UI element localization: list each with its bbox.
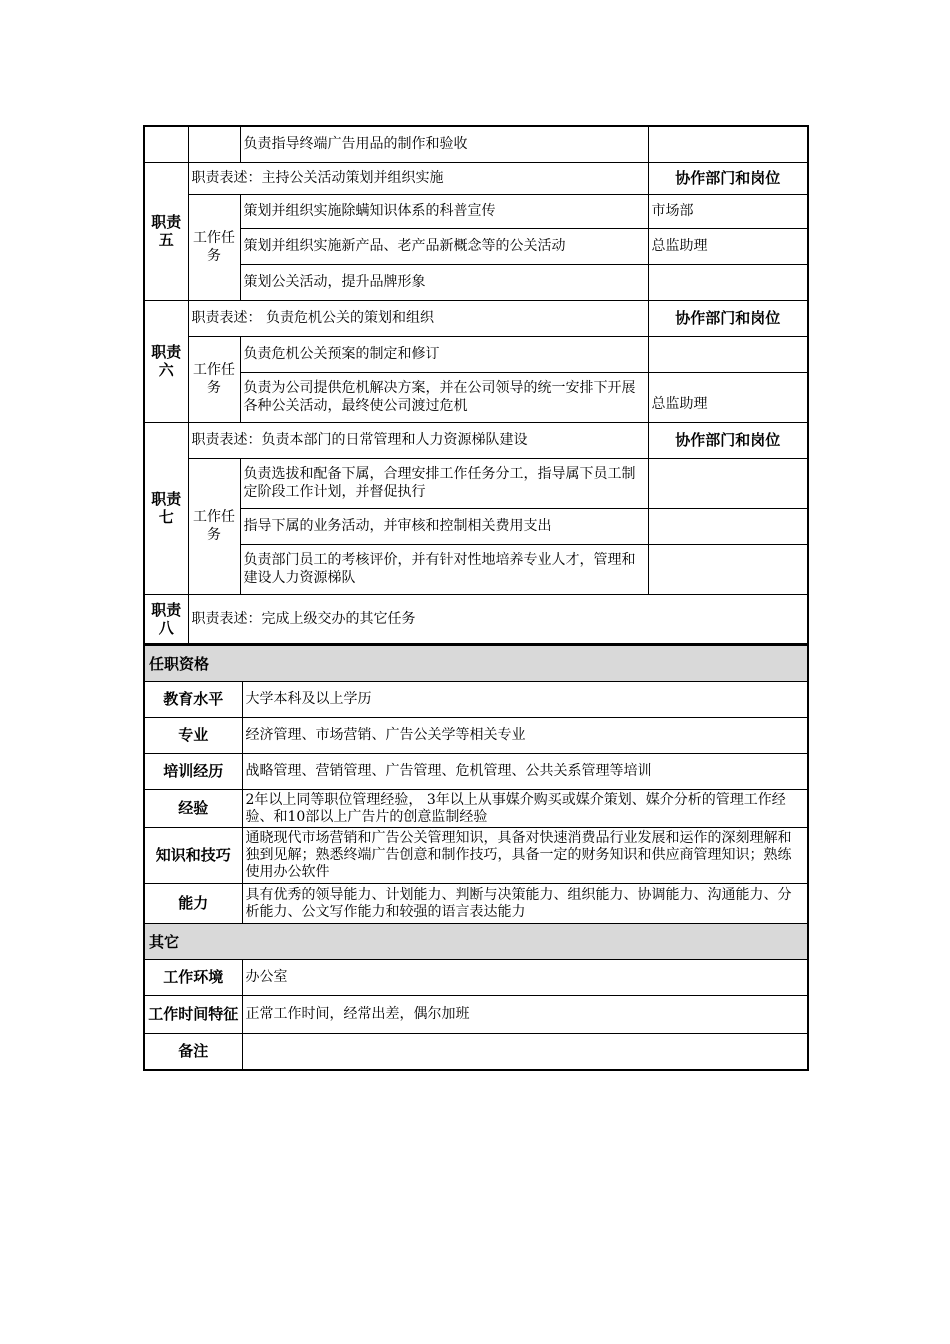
dept-cell [648, 126, 808, 162]
table-row [144, 508, 808, 544]
row-label: 知识和技巧 [144, 828, 242, 884]
row-label: 经验 [144, 790, 242, 828]
row-label: 专业 [144, 718, 242, 754]
table-row [144, 718, 808, 754]
duty-6-description: 职责表述： 负责危机公关的策划和组织 [188, 300, 648, 336]
table-row [144, 828, 808, 884]
row-label: 培训经历 [144, 754, 242, 790]
task-text: 负责指导终端广告用品的制作和验收 [240, 126, 648, 162]
table-row [144, 594, 808, 644]
table-row [144, 228, 808, 264]
coop-header: 协作部门和岗位 [648, 162, 808, 194]
task-text: 负责危机公关预案的制定和修订 [240, 336, 648, 372]
duty-5-label: 职责五 [144, 162, 188, 300]
section-title-other: 其它 [144, 924, 808, 960]
table-row [144, 790, 808, 828]
row-value: 经济管理、市场营销、广告公关学等相关专业 [242, 718, 808, 754]
table-row [144, 544, 808, 594]
section-title-qualifications: 任职资格 [144, 646, 808, 682]
dept-cell: 总监助理 [648, 372, 808, 422]
row-value [242, 1034, 808, 1070]
job-description-page [143, 125, 807, 1071]
row-value: 大学本科及以上学历 [242, 682, 808, 718]
task-text: 负责部门员工的考核评价，并有针对性地培养专业人才，管理和建设人力资源梯队 [240, 544, 648, 594]
task-label: 工作任务 [188, 194, 240, 300]
task-text: 策划并组织实施新产品、老产品新概念等的公关活动 [240, 228, 648, 264]
task-text: 负责为公司提供危机解决方案，并在公司领导的统一安排下开展各种公关活动，最终使公司渡过危机 [240, 372, 648, 422]
duty-5-description: 职责表述：主持公关活动策划并组织实施 [188, 162, 648, 194]
task-label: 工作任务 [188, 336, 240, 422]
duty-7-description: 职责表述：负责本部门的日常管理和人力资源梯队建设 [188, 422, 648, 458]
table-row [144, 422, 808, 458]
table-row [144, 996, 808, 1034]
row-label: 教育水平 [144, 682, 242, 718]
coop-header: 协作部门和岗位 [648, 300, 808, 336]
row-value: 正常工作时间，经常出差，偶尔加班 [242, 996, 808, 1034]
dept-cell [648, 458, 808, 508]
dept-cell: 总监助理 [648, 228, 808, 264]
row-label: 工作环境 [144, 960, 242, 996]
row-value: 具有优秀的领导能力、计划能力、判断与决策能力、组织能力、协调能力、沟通能力、分析能力、公文写作能力和较强的语言表达能力 [242, 884, 808, 924]
task-text: 策划公关活动，提升品牌形象 [240, 264, 648, 300]
duty-8-description: 职责表述：完成上级交办的其它任务 [188, 594, 808, 644]
table-row [144, 194, 808, 228]
task-label: 工作任务 [188, 458, 240, 594]
qualifications-table [143, 645, 809, 1071]
row-label: 工作时间特征 [144, 996, 242, 1034]
table-row [144, 458, 808, 508]
table-row [144, 960, 808, 996]
task-text: 指导下属的业务活动，并审核和控制相关费用支出 [240, 508, 648, 544]
table-row [144, 336, 808, 372]
table-row [144, 126, 808, 162]
table-row [144, 372, 808, 422]
table-row [144, 300, 808, 336]
table-row [144, 162, 808, 194]
row-value: 办公室 [242, 960, 808, 996]
duty-6-label: 职责六 [144, 300, 188, 422]
duty-8-label: 职责八 [144, 594, 188, 644]
duties-table [143, 125, 809, 645]
dept-cell: 市场部 [648, 194, 808, 228]
table-row [144, 1034, 808, 1070]
task-text: 负责选拔和配备下属，合理安排工作任务分工，指导属下员工制定阶段工作计划，并督促执行 [240, 458, 648, 508]
table-row [144, 264, 808, 300]
coop-header: 协作部门和岗位 [648, 422, 808, 458]
dept-cell [648, 508, 808, 544]
row-label: 备注 [144, 1034, 242, 1070]
table-row [144, 924, 808, 960]
dept-cell [648, 336, 808, 372]
row-value: 2年以上同等职位管理经验， 3年以上从事媒介购买或媒介策划、媒介分析的管理工作经验、和10部以上广告片的创意监制经验 [242, 790, 808, 828]
table-row [144, 682, 808, 718]
table-row [144, 646, 808, 682]
task-text: 策划并组织实施除螨知识体系的科普宣传 [240, 194, 648, 228]
row-label: 能力 [144, 884, 242, 924]
dept-cell [648, 544, 808, 594]
dept-cell [648, 264, 808, 300]
row-value: 战略管理、营销管理、广告管理、危机管理、公共关系管理等培训 [242, 754, 808, 790]
table-row [144, 884, 808, 924]
table-row [144, 754, 808, 790]
duty-7-label: 职责七 [144, 422, 188, 594]
row-value: 通晓现代市场营销和广告公关管理知识，具备对快速消费品行业发展和运作的深刻理解和独到见解；熟悉终端广告创意和制作技巧，具备一定的财务知识和供应商管理知识；熟练使用办公软件 [242, 828, 808, 884]
